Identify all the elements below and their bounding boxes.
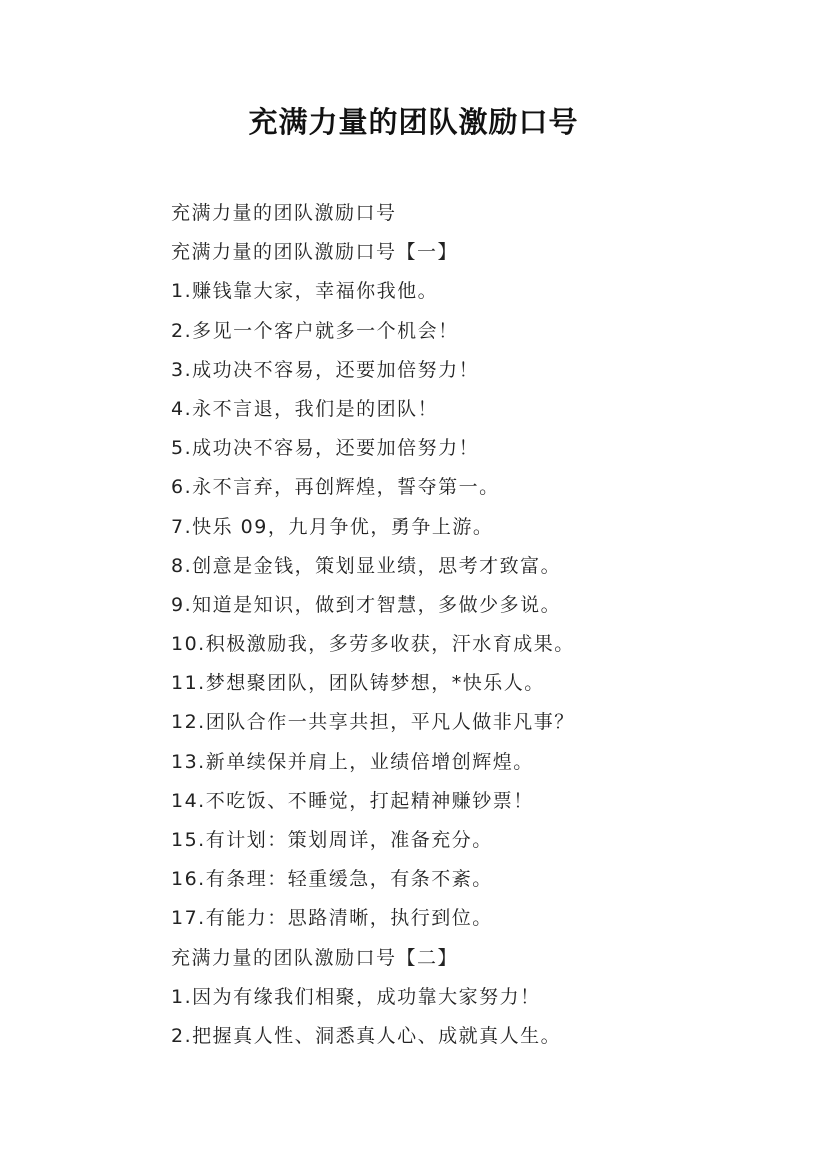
slogan-item: 1.因为有缘我们相聚，成功靠大家努力！ [171, 985, 541, 1008]
document-title: 充满力量的团队激励口号 [248, 105, 579, 139]
slogan-item: 11.梦想聚团队，团队铸梦想，*快乐人。 [171, 672, 545, 695]
slogan-item: 13.新单续保并肩上，业绩倍增创辉煌。 [171, 750, 534, 773]
section-heading-2: 充满力量的团队激励口号【二】 [171, 946, 459, 969]
slogan-item: 2.多见一个客户就多一个机会！ [171, 319, 459, 342]
slogan-item: 12.团队合作一共享共担，平凡人做非凡事？ [171, 711, 575, 734]
slogan-item: 16.有条理：轻重缓急，有条不紊。 [171, 868, 493, 891]
slogan-item: 15.有计划：策划周详，准备充分。 [171, 829, 493, 851]
slogan-item: 3.成功决不容易，还要加倍努力！ [171, 358, 480, 381]
body-line: 充满力量的团队激励口号 [171, 202, 397, 224]
slogan-item: 4.永不言退，我们是的团队！ [171, 397, 439, 420]
slogan-item: 5.成功决不容易，还要加倍努力！ [171, 437, 480, 460]
slogan-item: 7.快乐 09，九月争优，勇争上游。 [171, 515, 494, 538]
slogan-item: 6.永不言弃，再创辉煌，誓夺第一。 [171, 476, 500, 499]
slogan-item: 14.不吃饭、不睡觉，打起精神赚钞票！ [171, 789, 534, 812]
slogan-item: 8.创意是金钱，策划显业绩，思考才致富。 [171, 554, 562, 577]
slogan-item: 2.把握真人性、洞悉真人心、成就真人生。 [171, 1024, 562, 1047]
slogan-item: 1.赚钱靠大家，幸福你我他。 [171, 280, 439, 303]
slogan-item: 17.有能力：思路清晰，执行到位。 [171, 907, 493, 930]
document-body [171, 194, 771, 1056]
slogan-item: 10.积极激励我，多劳多收获，汗水育成果。 [171, 633, 575, 656]
section-heading-1: 充满力量的团队激励口号【一】 [171, 241, 459, 264]
slogan-item: 9.知道是知识，做到才智慧，多做少多说。 [171, 593, 562, 616]
